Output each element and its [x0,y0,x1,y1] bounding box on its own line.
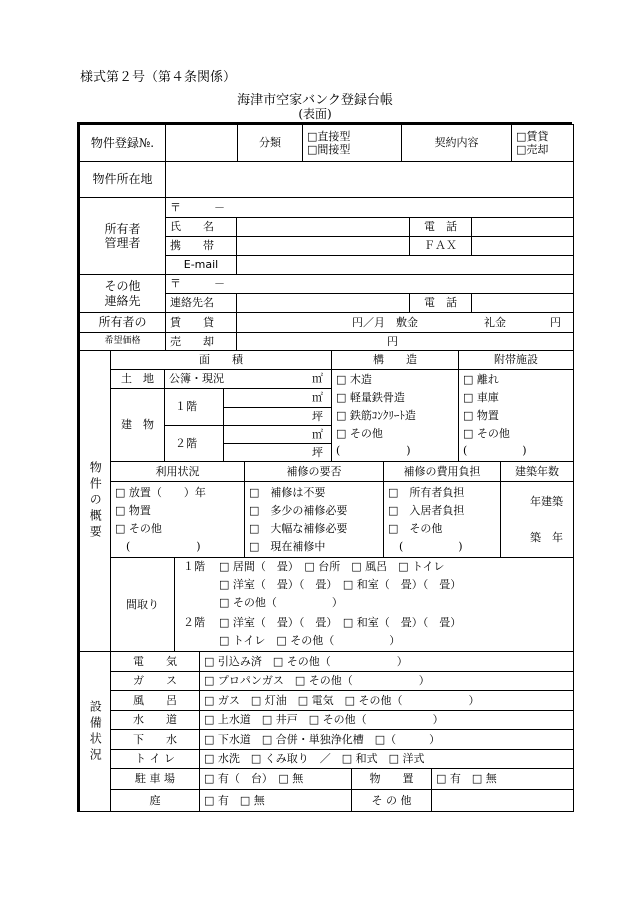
facility-storage[interactable]: □ 物置 [463,408,499,422]
sale-value[interactable]: 円 [236,332,574,351]
owner-name-label: 氏 名 [165,217,237,237]
sale-label: 売 却 [165,332,237,351]
usage-vacant[interactable]: □ 放置（ ）年 [115,485,206,499]
facility-options[interactable] [458,369,574,462]
layout-floor2-line1[interactable]: □ 洋室（ 畳）（ 畳） □ 和室（ 畳）（ 畳） [219,616,462,629]
contact-tel-field[interactable] [471,293,574,313]
garden-label: 庭 [110,789,200,812]
usage-storage[interactable]: □ 物置 [115,503,151,517]
building-label: 建 物 [110,388,165,462]
rent-value[interactable]: 円／月 敷金 礼金 円 [236,312,574,333]
owner-label [79,197,166,275]
repair-ongoing[interactable]: □ 現在補修中 [249,540,326,554]
address-label: 物件所在地 [79,161,166,198]
equip-label-4: 下 水 [110,729,200,750]
struct-other-paren: ( ) [336,444,411,458]
repair-none[interactable]: □ 補修は不要 [249,485,326,499]
struct-wood[interactable]: □ 木造 [336,373,372,387]
sqm-unit: ㎡ [312,372,323,386]
structure-options[interactable] [331,369,459,462]
option-rent[interactable]: □賃貸 [516,129,549,143]
category-options[interactable] [302,124,402,162]
owner-label-1: 所有者 [104,221,141,236]
owner-fax-label: ＦＡＸ [409,236,472,256]
equipment-side-label: 設備状況 [79,651,111,812]
floor1-label: １階 [164,388,224,426]
overview-side-label: 物件の概要 [79,350,111,652]
owner-label-2: 管理者 [104,236,141,250]
equip-label-5: ト イ レ [110,749,200,769]
built-year: 年建築 [530,494,563,508]
owner-name-field[interactable] [236,217,410,237]
building-age-header: 建築年数 [500,461,574,482]
owner-mobile-label: 携 帯 [165,236,237,256]
equip-value-electricity[interactable]: □ 引込み済 □ その他（ ） [199,651,574,672]
other-value[interactable] [431,789,574,812]
owner-fax-field[interactable] [471,236,574,256]
contact-label [79,274,166,313]
equip-value-water[interactable]: □ 上水道 □ 井戸 □ その他（ ） [199,710,574,730]
equip-label-2: 風 呂 [110,690,200,711]
floor2-label: ２階 [164,425,224,462]
price-label-1: 所有者の [79,312,166,333]
garden-value[interactable]: □ 有 □ 無 [199,789,352,812]
equip-label-3: 水 道 [110,710,200,730]
struct-other[interactable]: □ その他 [336,426,383,440]
parking-value[interactable]: □ 有（ 台） □ 無 [199,768,352,790]
other-label: そ の 他 [351,789,432,812]
layout-floor2-line2[interactable]: □ トイレ □ その他（ ） [219,634,401,647]
cost-options[interactable] [383,481,501,558]
layout-floor1: １階 [183,560,205,573]
land-option: 公簿・現況 [169,372,224,386]
owner-mobile-field[interactable] [236,236,410,256]
document-subtitle: (表面) [298,107,332,121]
layout-floor2: ２階 [183,616,205,629]
floor2-sqm[interactable]: ㎡ [223,425,332,444]
layout-label: 間取り [110,557,175,652]
layout-area[interactable] [174,557,574,652]
reg-no-label: 物件登録№. [79,124,166,162]
floor1-tsubo[interactable]: 坪 [223,407,332,426]
storage-value[interactable]: □ 有 □ 無 [431,768,574,790]
document-title: 海津市空家バンク登録台帳 [237,93,393,108]
owner-tel-label: 電 話 [409,217,472,237]
structure-header: 構 造 [331,350,459,370]
contact-tel-label: 電 話 [409,293,472,313]
cost-tenant[interactable]: □ 入居者負担 [388,503,465,517]
option-sale[interactable]: □売却 [516,143,549,156]
equip-label-1: ガ ス [110,671,200,691]
owner-email-field[interactable] [236,255,574,275]
struct-light-steel[interactable]: □ 軽量鉄骨造 [336,391,405,405]
category-label: 分類 [237,124,303,162]
rent-label: 賃 貸 [165,312,237,333]
contract-label: 契約内容 [401,124,512,162]
struct-rc[interactable]: □ 鉄筋ｺﾝｸﾘｰﾄ造 [336,408,416,422]
layout-floor1-line2[interactable]: □ 洋室（ 畳）（ 畳） □ 和室（ 畳）（ 畳） [219,578,462,591]
facility-annex[interactable]: □ 離れ [463,373,499,387]
age-years: 築 年 [530,531,563,545]
facility-other[interactable]: □ その他 [463,426,510,440]
floor1-sqm[interactable]: ㎡ [223,388,332,408]
contact-label-1: その他 [104,279,141,294]
layout-floor1-line1[interactable]: □ 居間（ 畳） □ 台所 □ 風呂 □ トイレ [219,560,445,573]
cost-other-paren: ( ) [388,540,463,554]
option-direct[interactable]: □直接型 [307,129,351,143]
equip-label-0: 電 気 [110,651,200,672]
parking-label: 駐 車 場 [110,768,200,790]
building-age-field[interactable] [500,481,574,558]
usage-options[interactable] [110,481,245,558]
contact-postal[interactable]: 〒 － [165,274,574,294]
floor2-tsubo[interactable]: 坪 [223,443,332,462]
facility-garage[interactable]: □ 車庫 [463,391,499,405]
usage-other[interactable]: □ その他 [115,522,162,536]
address-field[interactable] [165,161,574,198]
repair-options[interactable] [244,481,384,558]
land-field[interactable] [164,369,332,389]
contact-name-label: 連絡先名 [165,293,237,313]
layout-floor1-line3[interactable]: □ その他（ ） [219,596,343,609]
storage-label: 物 置 [351,768,432,790]
facility-header: 附帯施設 [458,350,574,370]
repair-header: 補修の要否 [244,461,384,482]
contact-label-2: 連絡先 [104,293,141,308]
area-header: 面 積 [110,350,332,370]
owner-postal[interactable]: 〒 － [165,197,574,218]
facility-other-paren: ( ) [463,444,527,458]
contact-name-field[interactable] [236,293,410,313]
contract-options[interactable] [511,124,574,162]
equip-value-toilet[interactable]: □ 水洗 □ くみ取り ／ □ 和式 □ 洋式 [199,749,574,769]
equip-value-gas[interactable]: □ プロパンガス □ その他（ ） [199,671,574,691]
cost-other[interactable]: □ その他 [388,522,443,536]
price-label-2: 希望価格 [79,332,166,351]
land-label: 土 地 [110,369,165,389]
reg-no-field[interactable] [165,124,238,162]
owner-tel-field[interactable] [471,217,574,237]
equip-value-sewer[interactable]: □ 下水道 □ 合併・単独浄化槽 □（ ） [199,729,574,750]
repair-cost-header: 補修の費用負担 [383,461,501,482]
equip-value-bath[interactable]: □ ガス □ 灯油 □ 電気 □ その他（ ） [199,690,574,711]
registration-form-grid [77,122,572,812]
usage-header: 利用状況 [110,461,245,482]
cost-owner[interactable]: □ 所有者負担 [388,485,465,499]
usage-other-paren: ( ) [115,540,201,554]
form-number: 様式第２号（第４条関係） [80,70,237,85]
repair-major[interactable]: □ 大幅な補修必要 [249,522,348,536]
option-indirect[interactable]: □間接型 [307,143,351,156]
owner-email-label: E-mail [165,255,237,275]
repair-minor[interactable]: □ 多少の補修必要 [249,503,348,517]
